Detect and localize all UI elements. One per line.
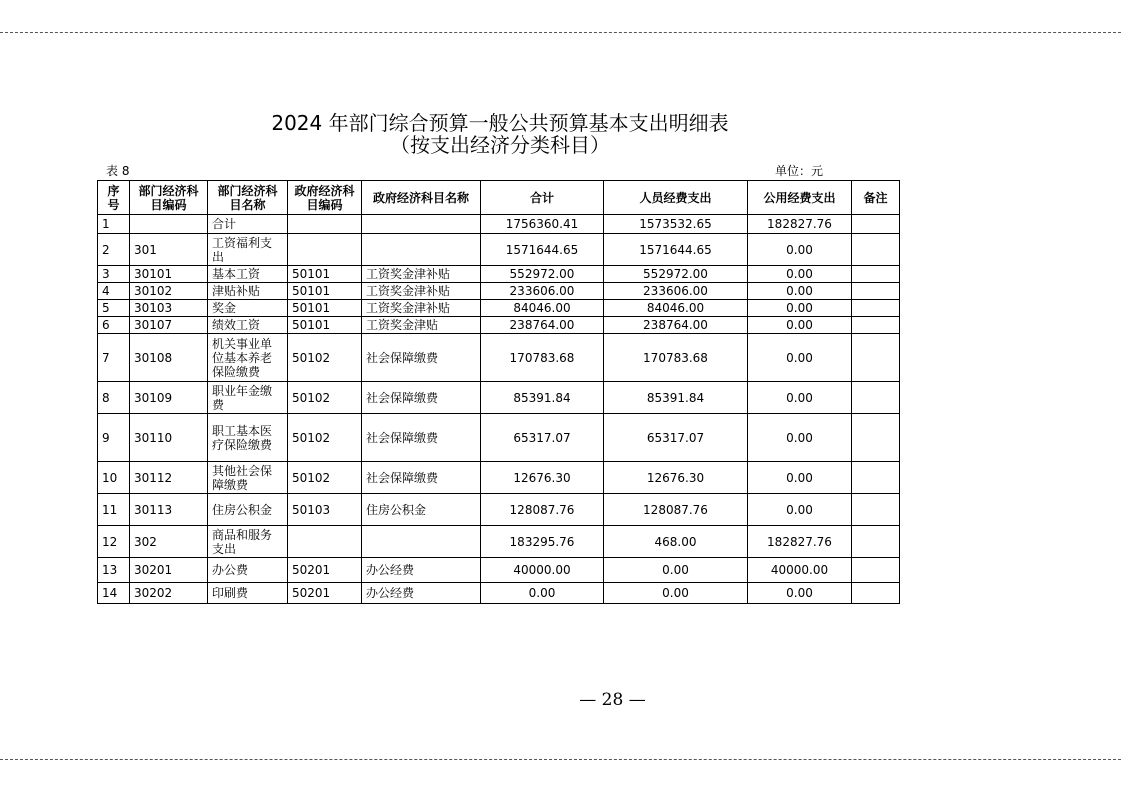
row-total: 552972.00: [481, 266, 604, 283]
row-remark: [852, 317, 900, 334]
row-dept-code: 30201: [130, 558, 208, 583]
row-public: 0.00: [748, 300, 852, 317]
table-label: 表 8: [106, 164, 130, 178]
row-seq: 7: [98, 334, 130, 382]
row-seq: 14: [98, 583, 130, 604]
table-row: [98, 266, 900, 283]
table-row: [98, 583, 900, 604]
row-personnel: 552972.00: [604, 266, 748, 283]
row-gov-name: [362, 215, 481, 234]
row-remark: [852, 558, 900, 583]
row-personnel: 1573532.65: [604, 215, 748, 234]
header-gov-code: 政府经济科目编码: [288, 181, 362, 215]
row-personnel: 65317.07: [604, 414, 748, 462]
row-gov-code: [288, 215, 362, 234]
row-dept-code: 30103: [130, 300, 208, 317]
row-dept-code: 30110: [130, 414, 208, 462]
table-row: [98, 414, 900, 462]
row-dept-name: 住房公积金: [208, 494, 288, 526]
row-seq: 8: [98, 382, 130, 414]
row-gov-name: 住房公积金: [362, 494, 481, 526]
row-gov-code: 50103: [288, 494, 362, 526]
row-total: 183295.76: [481, 526, 604, 558]
row-dept-name: 职业年金缴费: [208, 382, 288, 414]
row-gov-name: 办公经费: [362, 583, 481, 604]
row-total: 238764.00: [481, 317, 604, 334]
row-dept-code: 30202: [130, 583, 208, 604]
row-remark: [852, 494, 900, 526]
row-total: 1571644.65: [481, 234, 604, 266]
row-gov-name: 社会保障缴费: [362, 462, 481, 494]
row-seq: 4: [98, 283, 130, 300]
table-row: [98, 382, 900, 414]
row-gov-name: 社会保障缴费: [362, 382, 481, 414]
row-gov-name: 办公经费: [362, 558, 481, 583]
row-seq: 13: [98, 558, 130, 583]
row-gov-name: 工资奖金津贴: [362, 317, 481, 334]
row-personnel: 1571644.65: [604, 234, 748, 266]
row-personnel: 128087.76: [604, 494, 748, 526]
table-row: [98, 494, 900, 526]
row-total: 170783.68: [481, 334, 604, 382]
row-dept-name: 职工基本医疗保险缴费: [208, 414, 288, 462]
table-row: [98, 526, 900, 558]
row-remark: [852, 414, 900, 462]
bottom-dashed-border: [0, 759, 1121, 760]
row-public: 0.00: [748, 494, 852, 526]
row-public: 0.00: [748, 266, 852, 283]
table-row: [98, 215, 900, 234]
row-gov-name: [362, 234, 481, 266]
header-gov-name: 政府经济科目名称: [362, 181, 481, 215]
row-personnel: 84046.00: [604, 300, 748, 317]
row-gov-code: [288, 526, 362, 558]
table-header-row: [98, 181, 900, 215]
row-seq: 5: [98, 300, 130, 317]
row-remark: [852, 462, 900, 494]
row-gov-name: 工资奖金津补贴: [362, 300, 481, 317]
row-dept-name: 工资福利支出: [208, 234, 288, 266]
row-personnel: 85391.84: [604, 382, 748, 414]
unit-label: 单位：元: [775, 164, 824, 178]
row-personnel: 170783.68: [604, 334, 748, 382]
row-personnel: 0.00: [604, 558, 748, 583]
row-personnel: 238764.00: [604, 317, 748, 334]
table-row: [98, 317, 900, 334]
row-public: 0.00: [748, 583, 852, 604]
row-total: 85391.84: [481, 382, 604, 414]
row-remark: [852, 215, 900, 234]
row-dept-code: 30102: [130, 283, 208, 300]
page-number: — 28 —: [579, 690, 646, 710]
row-total: 233606.00: [481, 283, 604, 300]
row-dept-code: [130, 215, 208, 234]
row-gov-code: 50102: [288, 414, 362, 462]
row-dept-name: 办公费: [208, 558, 288, 583]
row-total: 1756360.41: [481, 215, 604, 234]
row-seq: 10: [98, 462, 130, 494]
row-public: 0.00: [748, 317, 852, 334]
row-remark: [852, 583, 900, 604]
table-row: [98, 283, 900, 300]
row-gov-code: 50101: [288, 266, 362, 283]
row-personnel: 468.00: [604, 526, 748, 558]
row-public: 40000.00: [748, 558, 852, 583]
row-gov-code: 50101: [288, 300, 362, 317]
table-row: [98, 462, 900, 494]
header-personnel: 人员经费支出: [604, 181, 748, 215]
document-title: 2024 年部门综合预算一般公共预算基本支出明细表: [271, 111, 729, 135]
row-gov-code: 50101: [288, 317, 362, 334]
row-dept-name: 印刷费: [208, 583, 288, 604]
row-public: 0.00: [748, 283, 852, 300]
row-dept-name: 津贴补贴: [208, 283, 288, 300]
row-gov-name: 工资奖金津补贴: [362, 266, 481, 283]
table-row: [98, 234, 900, 266]
row-remark: [852, 334, 900, 382]
row-remark: [852, 526, 900, 558]
row-gov-name: 工资奖金津补贴: [362, 283, 481, 300]
row-dept-code: 30108: [130, 334, 208, 382]
row-gov-code: 50102: [288, 334, 362, 382]
row-dept-code: 30113: [130, 494, 208, 526]
row-gov-name: 社会保障缴费: [362, 334, 481, 382]
row-remark: [852, 266, 900, 283]
row-gov-code: 50101: [288, 283, 362, 300]
row-public: 0.00: [748, 414, 852, 462]
row-public: 0.00: [748, 382, 852, 414]
row-gov-code: 50201: [288, 558, 362, 583]
row-gov-name: [362, 526, 481, 558]
row-remark: [852, 234, 900, 266]
row-personnel: 0.00: [604, 583, 748, 604]
row-seq: 11: [98, 494, 130, 526]
row-seq: 1: [98, 215, 130, 234]
row-dept-code: 30112: [130, 462, 208, 494]
row-total: 40000.00: [481, 558, 604, 583]
document-subtitle: （按支出经济分类科目）: [390, 133, 610, 157]
table-row: [98, 558, 900, 583]
row-seq: 12: [98, 526, 130, 558]
row-dept-name: 其他社会保障缴费: [208, 462, 288, 494]
row-seq: 9: [98, 414, 130, 462]
row-gov-code: 50102: [288, 382, 362, 414]
row-dept-name: 奖金: [208, 300, 288, 317]
top-dashed-border: [0, 32, 1121, 33]
row-dept-code: 302: [130, 526, 208, 558]
header-remark: 备注: [852, 181, 900, 215]
row-public: 0.00: [748, 334, 852, 382]
row-seq: 3: [98, 266, 130, 283]
row-dept-code: 30101: [130, 266, 208, 283]
row-dept-name: 机关事业单位基本养老保险缴费: [208, 334, 288, 382]
row-total: 128087.76: [481, 494, 604, 526]
row-gov-code: 50102: [288, 462, 362, 494]
expenditure-table: [97, 180, 900, 604]
row-public: 0.00: [748, 234, 852, 266]
row-gov-code: [288, 234, 362, 266]
row-public: 0.00: [748, 462, 852, 494]
row-personnel: 233606.00: [604, 283, 748, 300]
row-total: 12676.30: [481, 462, 604, 494]
row-dept-code: 30107: [130, 317, 208, 334]
row-dept-name: 合计: [208, 215, 288, 234]
row-personnel: 12676.30: [604, 462, 748, 494]
row-dept-name: 商品和服务支出: [208, 526, 288, 558]
header-public: 公用经费支出: [748, 181, 852, 215]
row-total: 0.00: [481, 583, 604, 604]
row-dept-name: 基本工资: [208, 266, 288, 283]
table-row: [98, 300, 900, 317]
row-gov-name: 社会保障缴费: [362, 414, 481, 462]
row-remark: [852, 382, 900, 414]
row-dept-code: 30109: [130, 382, 208, 414]
row-public: 182827.76: [748, 526, 852, 558]
row-remark: [852, 283, 900, 300]
row-gov-code: 50201: [288, 583, 362, 604]
row-dept-name: 绩效工资: [208, 317, 288, 334]
row-seq: 6: [98, 317, 130, 334]
row-dept-code: 301: [130, 234, 208, 266]
header-total: 合计: [481, 181, 604, 215]
header-dept-code: 部门经济科目编码: [130, 181, 208, 215]
row-seq: 2: [98, 234, 130, 266]
row-total: 65317.07: [481, 414, 604, 462]
header-dept-name: 部门经济科目名称: [208, 181, 288, 215]
row-public: 182827.76: [748, 215, 852, 234]
header-seq: 序号: [98, 181, 130, 215]
table-row: [98, 334, 900, 382]
row-total: 84046.00: [481, 300, 604, 317]
row-remark: [852, 300, 900, 317]
